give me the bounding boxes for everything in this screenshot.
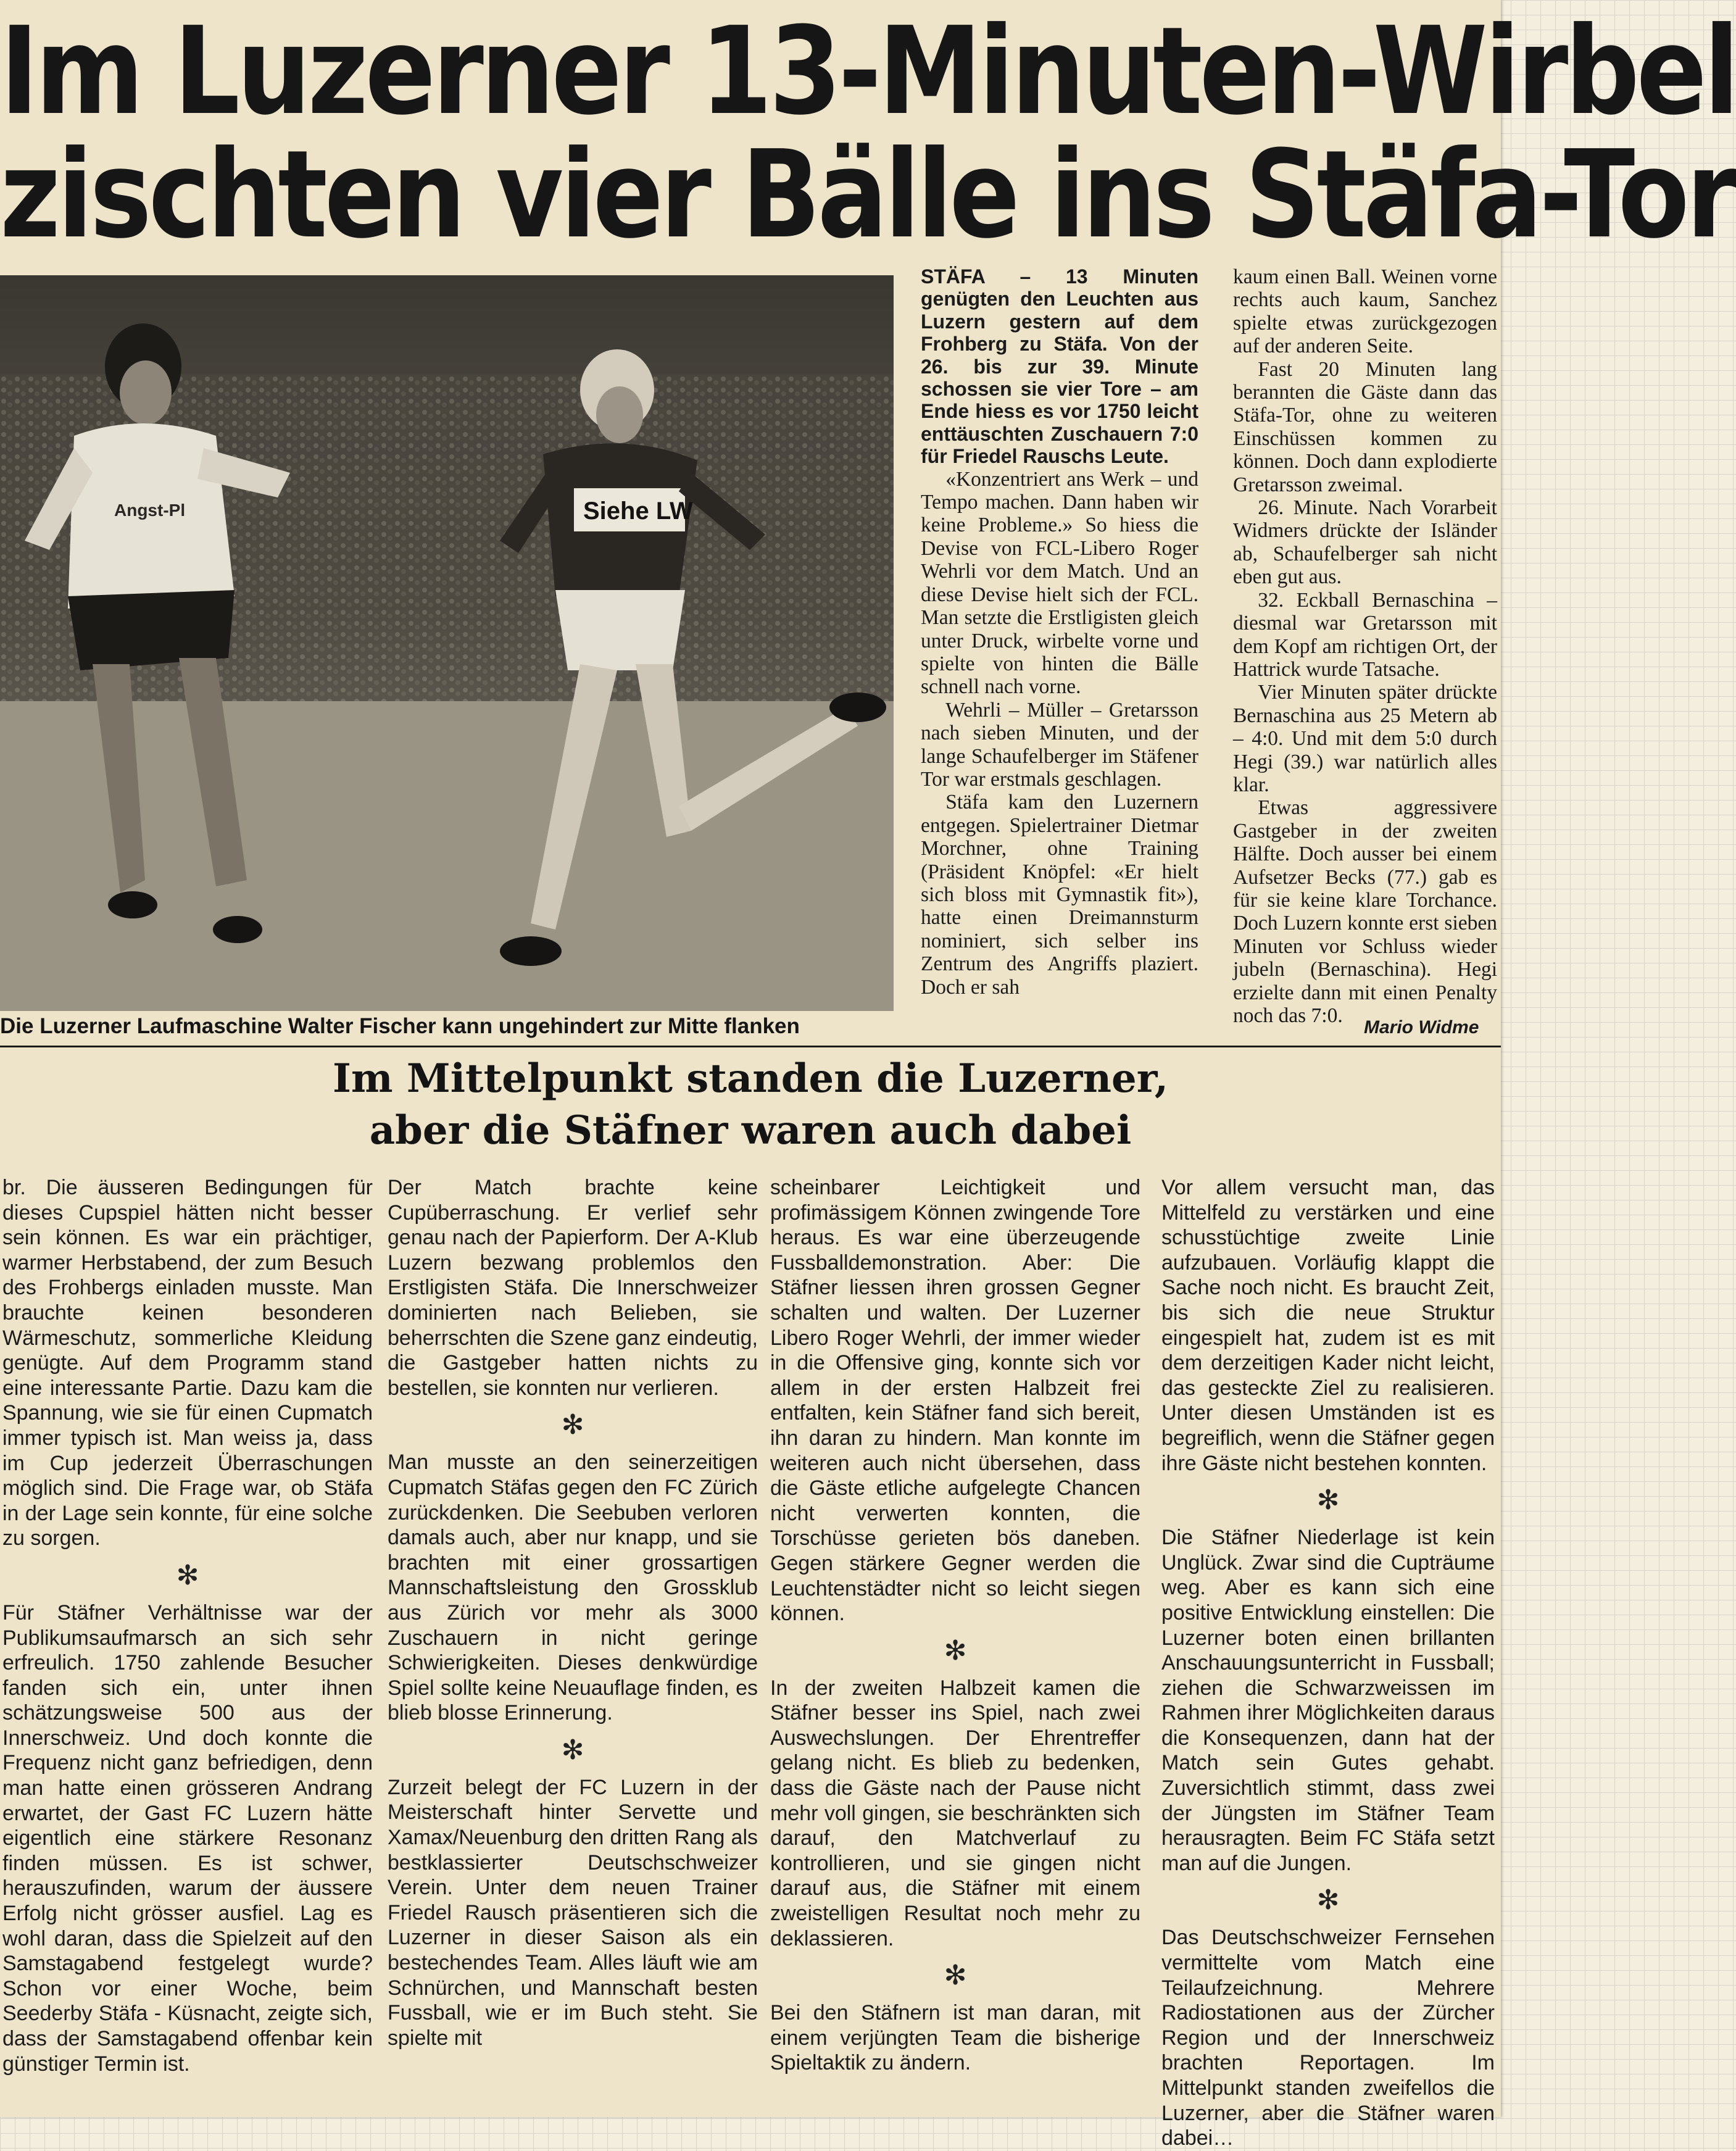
bottom-col4-paragraph-2: Die Stäfner Niederlage ist kein Unglück. Zwar sind die Cupträume weg. Aber es kann sich eine positive Entwicklung einstellen: Die Luzerner boten einen brillanten Anschauungsunterricht in Fussball; ziehen die Schwarzweissen im Rahmen ihrer Möglichkeiten daraus die Konsequenzen, dann hat der Match sein Gutes gehabt. Zuversichtlich stimmt, dass zwei der Jüngsten im Stäfner Team herausragten. Beim FC Stäfa setzt man auf die Jungen. [1161,1526,1495,1875]
top-col2-paragraph-6: Etwas aggressivere Gastgeber in der zweiten Hälfte. Doch ausser bei einem Aufsetzer Becks (77.) gab es für sie keine klare Torchance. Doch Luzern konnte erst sieben Minuten vor Schluss wieder jubeln (Bernaschina). Hegi erzielte dann mit einen Penalty noch das 7:0. [1233,796,1497,1027]
bottom-col3-paragraph-3: Bei den Stäfnern ist man daran, mit einem verjüngten Team die bisherige Spieltaktik zu ändern. [770,2001,1140,2075]
article-lead: STÄFA – 13 Minuten genügten den Leuchten aus Luzern gestern auf dem Frohberg zu Stäfa. Von der 26. bis zur 39. Minute schossen sie vier Tore – am Ende hiess es vor 1750 leicht enttäuschten Zuschauern 7:0 für Friedel Rauschs Leute. [921,265,1198,468]
bottom-col3-paragraph-1: scheinbarer Leichtigkeit und profimässigem Können zwingende Tore heraus. Es war eine überzeugende Fussballdemonstration. Aber: Die Stäfner liessen ihren grossen Gegner schalten und walten. Der Luzerner Libero Roger Wehrli, der immer wieder in die Offensive ging, konnte sich vor allem in der ersten Halbzeit frei entfalten, kein Stäfner fand sich bereit, ihn daran zu hindern. Man konnte im weiteren auch nicht übersehen, dass die Gäste etliche aufgelegte Chancen nicht verwerten konnten, die Torschüsse gerieten bös daneben. Gegen stärkere Gegner werden die Leuchtenstädter nicht so leicht siegen können. [770,1176,1140,1626]
jersey-sponsor-right: Siehe LW [583,497,693,525]
bottom-col4-paragraph-1: Vor allem versucht man, das Mittelfeld zu verstärken und eine schusstüchtige zweite Linie aufzubauen. Vorläufig klappt die Sache noch nicht. Es braucht Zeit, bis sich die neue Struktur eingespielt hat, zudem ist es mit dem derzeitigen Kader nicht leicht, das gesteckte Ziel zu realisieren. Unter diesen Umständen ist es begreiflich, wenn die Stäfner gegen ihre Gäste nicht bestehen konnten. [1161,1176,1495,1475]
asterisk-separator: ✻ [944,1960,967,1991]
bottom-article-column-3 [770,1175,1140,2076]
asterisk-separator: ✻ [176,1560,199,1591]
top-col1-paragraph-2: Wehrli – Müller – Gretarsson nach sieben Minuten, und der lange Schaufelberger im Stäfener Tor war erstmals geschlagen. [921,698,1198,791]
bottom-col3-paragraph-2: In der zweiten Halbzeit kamen die Stäfner besser ins Spiel, nach zwei Auswechslungen. Der Ehrentreffer gelang nicht. Es blieb zu bedenken, dass die Gäste nach der Pause nicht mehr voll gingen, sie beschränkten sich darauf, den Matchverlauf zu kontrollieren, und sie gingen nicht darauf aus, die Stäfner mit einem zweistelligen Resultat noch mehr zu deklassieren. [770,1676,1140,1950]
match-photo [0,275,894,1011]
top-col2-paragraph-5: Vier Minuten später drückte Bernaschina aus 25 Metern ab – 4:0. Und mit dem 5:0 durch Hegi (39.) war natürlich alles klar. [1233,681,1497,796]
photo-caption: Die Luzerner Laufmaschine Walter Fischer kann ungehindert zur Mitte flanken [0,1014,800,1038]
jersey-sponsor-left: Angst-Pl [114,501,186,520]
bottom-col2-paragraph-3: Zurzeit belegt der FC Luzern in der Meisterschaft hinter Servette und Xamax/Neuenburg den dritten Rang als bestklassierter Deutschschweizer Verein. Unter dem neuen Trainer Friedel Rausch präsentieren sich die Luzerner in dieser Saison als ein bestechendes Team. Alles läuft wie am Schnürchen, und Mannschaft besten Fussball, wie er im Buch steht. Sie spielte mit [388,1775,758,2050]
asterisk-separator: ✻ [1316,1485,1340,1516]
top-col1-paragraph-3: Stäfa kam den Luzernern entgegen. Spielertrainer Dietmar Morchner, ohne Training (Präsident Knöpfel: «Er hielt sich bloss mit Gymnastik fit»), hatte einen Dreimannsturm nominiert, sich selber ins Zentrum des Angriffs plaziert. Doch er sah [921,791,1198,999]
bottom-col1-paragraph-2: Für Stäfner Verhältnisse war der Publikumsaufmarsch an sich sehr erfreulich. 1750 zahlende Besucher fanden sich ein, unter ihnen schätzungsweise 500 aus der Innerschweiz. Und doch konnte die Frequenz nicht ganz befriedigen, denn man hatte einen grösseren Andrang erwartet, der Gast FC Luzern hätte eigentlich eine stärkere Resonanz finden müssen. Es ist schwer, herauszufinden, warum der äussere Erfolg nicht grösser ausfiel. Lag es wohl daran, dass die Spielzeit auf den Samstagabend festgelegt wurde? Schon vor einer Woche, beim Seederby Stäfa - Küsnacht, zeigte sich, dass der Samstagabend offenbar kein günstiger Termin ist. [2,1600,373,2076]
bottom-col1-paragraph-1: br. Die äusseren Bedingungen für dieses Cupspiel hätten nicht besser sein können. Es war ein prächtiger, warmer Herbstabend, der zum Besuch des Frohbergs einladen musste. Man brauchte keinen besonderen Wärmeschutz, sommerliche Kleidung genügte. Auf dem Programm stand eine interessante Partie. Dazu kam die Spannung, wie sie für einen Cupmatch immer typisch ist. Man weiss ja, dass im Cup jederzeit Überraschungen möglich sind. Die Frage war, ob Stäfa in der Lage sein konnte, für eine solche zu sorgen. [2,1176,373,1550]
bottom-col4-paragraph-3: Das Deutschschweizer Fernsehen vermittelte vom Match eine Teilaufzeichnung. Mehrere Radiostationen aus der Zürcher Region und der Innerschweiz brachten Reportagen. Im Mittelpunkt standen zweifellos die Luzerner, aber die Stäfner waren dabei… [1161,1926,1495,2150]
bottom-article-column-4 [1161,1175,1495,2151]
bottom-article-column-2 [388,1175,758,2050]
top-article-column-1 [921,265,1198,999]
headline-line-1: Im Luzerner 13-Minuten-Wirbel [0,1,1736,142]
second-article-headline [0,1053,1501,1157]
top-col1-paragraph-1: «Konzentriert ans Werk – und Tempo machen. Dann haben wir keine Probleme.» So hiess die Devise von FCL-Libero Roger Wehrli vor dem Match. Und an diese Devise hielt sich der FCL. Man setzte die Erstligisten gleich unter Druck, wirbelte vorne und spielte von hinten die Bälle schnell nach vorne. [921,467,1198,699]
top-col2-paragraph-1: kaum einen Ball. Weinen vorne rechts auch kaum, Sanchez spielte etwas zurückgezogen auf der anderen Seite. [1233,265,1497,358]
subhead-line-1: Im Mittelpunkt standen die Luzerner, [332,1055,1169,1102]
asterisk-separator: ✻ [1316,1885,1340,1916]
top-col2-paragraph-3: 26. Minute. Nach Vorarbeit Widmers drückte der Isländer ab, Schaufelberger sah nicht eben gut aus. [1233,496,1497,589]
asterisk-separator: ✻ [561,1734,584,1765]
bottom-article-column-1 [2,1175,373,2076]
subhead-line-2: aber die Stäfner waren auch dabei [369,1107,1132,1154]
top-col2-paragraph-4: 32. Eckball Bernaschina – diesmal war Gretarsson mit dem Kopf am richtigen Ort, der Hattrick wurde Tatsache. [1233,588,1497,681]
asterisk-separator: ✻ [944,1635,967,1666]
bottom-col2-paragraph-2: Man musste an den seinerzeitigen Cupmatch Stäfas gegen den FC Zürich zurückdenken. Die Seebuben verloren damals auch, aber nur knapp, und sie brachten mit einer grossartigen Mannschaftsleistung den Grossklub aus Zürich vor mehr als 3000 Zuschauern in nicht geringe Schwierigkeiten. Dieses denkwürdige Spiel sollte keine Neuauflage finden, es blieb blosse Erinnerung. [388,1450,758,1725]
asterisk-separator: ✻ [561,1410,584,1441]
bottom-col2-paragraph-1: Der Match brachte keine Cupüberraschung. Er verlief sehr genau nach der Papierform. Der A-Klub Luzern bezwang problemlos den Erstligisten Stäfa. Die Innerschweizer dominierten nach Belieben, sie beherrschten die Szene ganz eindeutig, die Gastgeber hatten nichts zu bestellen, sie konnten nur verlieren. [388,1176,758,1400]
top-col2-paragraph-2: Fast 20 Minuten lang berannten die Gäste dann das Stäfa-Tor, ohne zu weiteren Einschüssen kommen zu können. Doch dann explodierte Gretarsson zweimal. [1233,357,1497,496]
headline-line-2: zischten vier Bälle ins Stäfa-Tor [0,125,1735,265]
author-byline: Mario Widme [1364,1017,1479,1038]
top-article-column-2 [1233,265,1497,1027]
section-divider [0,1046,1501,1047]
